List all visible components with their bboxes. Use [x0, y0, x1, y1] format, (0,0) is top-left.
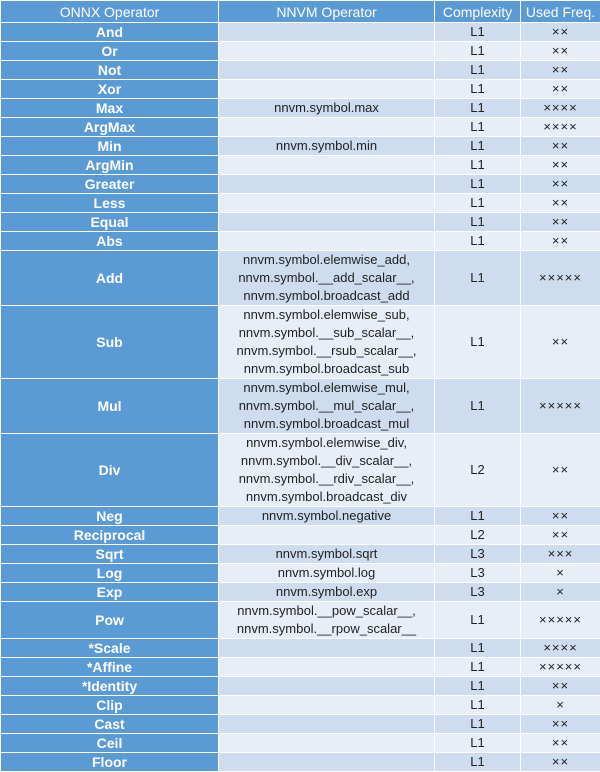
table-row [1, 251, 600, 306]
nnvm-operator-line: nnvm.symbol.log [219, 564, 434, 582]
nnvm-operator-line: nnvm.symbol.__rsub_scalar__, [219, 342, 434, 360]
onnx-operator-cell: Mul [1, 379, 219, 434]
complexity-cell: L1 [435, 118, 521, 137]
nnvm-operator-cell [219, 696, 435, 715]
table-row [1, 194, 600, 213]
used-freq-cell: ×× [521, 715, 600, 734]
nnvm-operator-line: nnvm.symbol.elemwise_sub, [219, 306, 434, 324]
complexity-cell: L1 [435, 379, 521, 434]
complexity-cell: L1 [435, 213, 521, 232]
used-freq-cell: ×× [521, 753, 600, 772]
used-freq-cell: ×× [521, 137, 600, 156]
header-complexity: Complexity [435, 1, 521, 23]
nnvm-operator-line: nnvm.symbol.elemwise_mul, [219, 379, 434, 397]
nnvm-operator-line: nnvm.symbol.negative [219, 507, 434, 525]
table-row [1, 118, 600, 137]
onnx-operator-cell: Clip [1, 696, 219, 715]
used-freq-cell: ××××× [521, 379, 600, 434]
table-row [1, 639, 600, 658]
onnx-operator-cell: Exp [1, 583, 219, 602]
table-row [1, 696, 600, 715]
used-freq-cell: ××××× [521, 658, 600, 677]
nnvm-operator-cell [219, 658, 435, 677]
nnvm-operator-cell [219, 42, 435, 61]
table-row [1, 677, 600, 696]
nnvm-operator-cell [219, 639, 435, 658]
complexity-cell: L1 [435, 639, 521, 658]
nnvm-operator-cell [219, 677, 435, 696]
table-row [1, 23, 600, 42]
used-freq-cell: ×× [521, 42, 600, 61]
used-freq-cell: ×× [521, 232, 600, 251]
onnx-operator-cell: Sub [1, 306, 219, 379]
onnx-operator-cell: Abs [1, 232, 219, 251]
used-freq-cell: ×× [521, 306, 600, 379]
nnvm-operator-cell [219, 99, 435, 118]
nnvm-operator-line: nnvm.symbol.broadcast_mul [219, 415, 434, 433]
nnvm-operator-line: nnvm.symbol.sqrt [219, 545, 434, 563]
complexity-cell: L1 [435, 507, 521, 526]
complexity-cell: L1 [435, 753, 521, 772]
header-row [1, 1, 600, 23]
table-body [1, 23, 600, 772]
nnvm-operator-cell [219, 434, 435, 507]
nnvm-operator-line: nnvm.symbol.broadcast_sub [219, 360, 434, 378]
onnx-operator-cell: *Identity [1, 677, 219, 696]
onnx-operator-cell: Min [1, 137, 219, 156]
complexity-cell: L2 [435, 434, 521, 507]
used-freq-cell: ××××× [521, 251, 600, 306]
table-row [1, 526, 600, 545]
onnx-operator-cell: Log [1, 564, 219, 583]
table-row [1, 753, 600, 772]
nnvm-operator-cell [219, 232, 435, 251]
complexity-cell: L1 [435, 61, 521, 80]
onnx-operator-cell: Greater [1, 175, 219, 194]
complexity-cell: L1 [435, 715, 521, 734]
table-row [1, 137, 600, 156]
nnvm-operator-cell [219, 507, 435, 526]
complexity-cell: L1 [435, 734, 521, 753]
used-freq-cell: ×× [521, 80, 600, 99]
onnx-operator-cell: *Affine [1, 658, 219, 677]
table-row [1, 306, 600, 379]
nnvm-operator-cell [219, 61, 435, 80]
onnx-operator-cell: Or [1, 42, 219, 61]
nnvm-operator-cell [219, 715, 435, 734]
complexity-cell: L1 [435, 42, 521, 61]
onnx-operator-cell: Add [1, 251, 219, 306]
nnvm-operator-cell [219, 251, 435, 306]
nnvm-operator-line: nnvm.symbol.min [219, 137, 434, 155]
used-freq-cell: ×××× [521, 118, 600, 137]
used-freq-cell: ×× [521, 434, 600, 507]
table-row [1, 545, 600, 564]
nnvm-operator-cell [219, 564, 435, 583]
used-freq-cell: ×× [521, 156, 600, 175]
nnvm-operator-line: nnvm.symbol.exp [219, 583, 434, 601]
table-row [1, 734, 600, 753]
onnx-operator-cell: ArgMin [1, 156, 219, 175]
onnx-operator-cell: *Scale [1, 639, 219, 658]
onnx-operator-cell: Max [1, 99, 219, 118]
nnvm-operator-cell [219, 753, 435, 772]
nnvm-operator-cell [219, 194, 435, 213]
nnvm-operator-cell [219, 526, 435, 545]
onnx-operator-cell: Reciprocal [1, 526, 219, 545]
nnvm-operator-line: nnvm.symbol.__add_scalar__, [219, 269, 434, 287]
nnvm-operator-cell [219, 175, 435, 194]
table-row [1, 175, 600, 194]
nnvm-operator-line: nnvm.symbol.elemwise_div, [219, 434, 434, 452]
nnvm-operator-cell [219, 23, 435, 42]
complexity-cell: L1 [435, 677, 521, 696]
table-row [1, 42, 600, 61]
nnvm-operator-line: nnvm.symbol.__pow_scalar__, [219, 602, 434, 620]
nnvm-operator-cell [219, 306, 435, 379]
table-row [1, 583, 600, 602]
nnvm-operator-line: nnvm.symbol.max [219, 99, 434, 117]
onnx-operator-cell: And [1, 23, 219, 42]
complexity-cell: L1 [435, 99, 521, 118]
nnvm-operator-cell [219, 118, 435, 137]
used-freq-cell: × [521, 696, 600, 715]
nnvm-operator-line: nnvm.symbol.__mul_scalar__, [219, 397, 434, 415]
used-freq-cell: ×× [521, 734, 600, 753]
nnvm-operator-line: nnvm.symbol.__sub_scalar__, [219, 324, 434, 342]
table-row [1, 507, 600, 526]
table-row [1, 564, 600, 583]
table-row [1, 99, 600, 118]
onnx-operator-cell: Xor [1, 80, 219, 99]
table-row [1, 213, 600, 232]
complexity-cell: L3 [435, 583, 521, 602]
used-freq-cell: ×× [521, 194, 600, 213]
complexity-cell: L1 [435, 602, 521, 639]
onnx-operator-cell: Floor [1, 753, 219, 772]
onnx-operator-cell: Pow [1, 602, 219, 639]
nnvm-operator-cell [219, 213, 435, 232]
complexity-cell: L3 [435, 564, 521, 583]
complexity-cell: L1 [435, 80, 521, 99]
header-onnx-operator: ONNX Operator [1, 1, 219, 23]
table-row [1, 715, 600, 734]
nnvm-operator-cell [219, 379, 435, 434]
nnvm-operator-cell [219, 156, 435, 175]
complexity-cell: L1 [435, 175, 521, 194]
complexity-cell: L2 [435, 526, 521, 545]
onnx-operator-cell: Neg [1, 507, 219, 526]
used-freq-cell: ××××× [521, 602, 600, 639]
complexity-cell: L1 [435, 251, 521, 306]
onnx-operator-cell: Sqrt [1, 545, 219, 564]
onnx-operator-cell: Div [1, 434, 219, 507]
complexity-cell: L1 [435, 658, 521, 677]
used-freq-cell: ×× [521, 175, 600, 194]
table-row [1, 658, 600, 677]
table-row [1, 379, 600, 434]
used-freq-cell: ×× [521, 213, 600, 232]
table-row [1, 156, 600, 175]
used-freq-cell: × [521, 583, 600, 602]
used-freq-cell: × [521, 564, 600, 583]
used-freq-cell: ×× [521, 61, 600, 80]
nnvm-operator-line: nnvm.symbol.broadcast_div [219, 488, 434, 506]
onnx-operator-cell: Less [1, 194, 219, 213]
nnvm-operator-cell [219, 583, 435, 602]
onnx-operator-cell: Not [1, 61, 219, 80]
nnvm-operator-line: nnvm.symbol.__rdiv_scalar__, [219, 470, 434, 488]
header-used-freq: Used Freq. [521, 1, 600, 23]
header-nnvm-operator: NNVM Operator [219, 1, 435, 23]
used-freq-cell: ×× [521, 526, 600, 545]
used-freq-cell: ××× [521, 545, 600, 564]
used-freq-cell: ×× [521, 507, 600, 526]
nnvm-operator-cell [219, 602, 435, 639]
table-row [1, 80, 600, 99]
nnvm-operator-cell [219, 734, 435, 753]
table-row [1, 434, 600, 507]
nnvm-operator-cell [219, 80, 435, 99]
used-freq-cell: ×× [521, 23, 600, 42]
onnx-operator-cell: Cast [1, 715, 219, 734]
complexity-cell: L1 [435, 194, 521, 213]
onnx-operator-cell: ArgMax [1, 118, 219, 137]
complexity-cell: L1 [435, 306, 521, 379]
used-freq-cell: ×× [521, 677, 600, 696]
complexity-cell: L3 [435, 545, 521, 564]
nnvm-operator-cell [219, 545, 435, 564]
table-row [1, 232, 600, 251]
table-row [1, 61, 600, 80]
nnvm-operator-line: nnvm.symbol.elemwise_add, [219, 251, 434, 269]
complexity-cell: L1 [435, 137, 521, 156]
onnx-operator-cell: Ceil [1, 734, 219, 753]
complexity-cell: L1 [435, 23, 521, 42]
onnx-operator-cell: Equal [1, 213, 219, 232]
used-freq-cell: ×××× [521, 639, 600, 658]
table-row [1, 602, 600, 639]
nnvm-operator-line: nnvm.symbol.__div_scalar__, [219, 452, 434, 470]
complexity-cell: L1 [435, 232, 521, 251]
nnvm-operator-line: nnvm.symbol.broadcast_add [219, 287, 434, 305]
nnvm-operator-cell [219, 137, 435, 156]
nnvm-operator-line: nnvm.symbol.__rpow_scalar__ [219, 620, 434, 638]
used-freq-cell: ×××× [521, 99, 600, 118]
complexity-cell: L1 [435, 696, 521, 715]
complexity-cell: L1 [435, 156, 521, 175]
